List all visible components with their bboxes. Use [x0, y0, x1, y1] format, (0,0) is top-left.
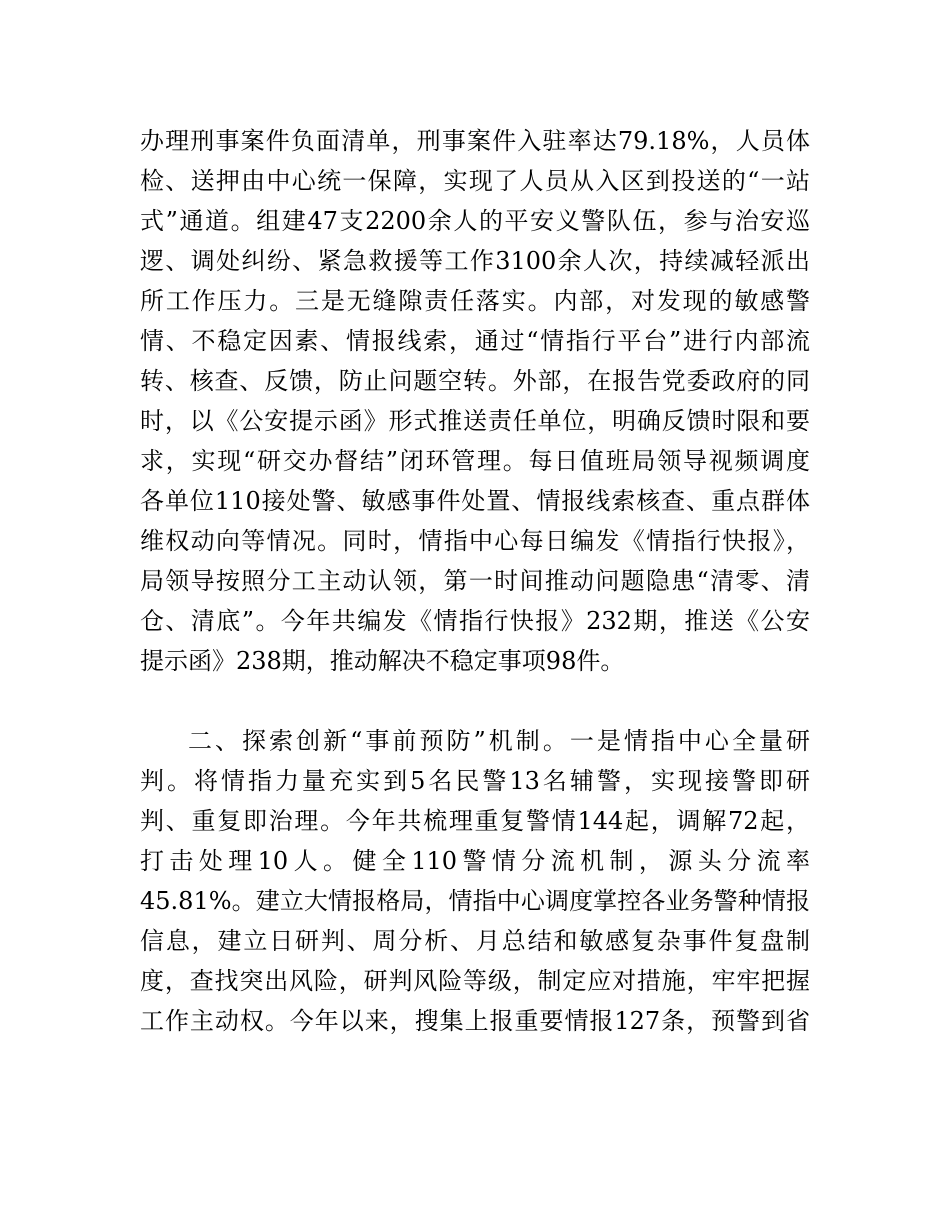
text-line: 式”通道。组建47支2200余人的平安义警队伍，参与治安巡: [140, 207, 810, 235]
text-line: 信息，建立日研判、周分析、月总结和敏感复杂事件复盘制: [140, 927, 810, 955]
text-line: 二、探索创新“事前预防”机制。一是情指中心全量研: [188, 727, 810, 755]
text-line: 时，以《公安提示函》形式推送责任单位，明确反馈时限和要: [140, 407, 810, 435]
text-line: 各单位110接处警、敏感事件处置、情报线索核查、重点群体: [140, 487, 810, 515]
text-line: 仓、清底”。今年共编发《情指行快报》232期，推送《公安: [140, 607, 810, 635]
text-line: 办理刑事案件负面清单，刑事案件入驻率达79.18%，人员体: [140, 127, 810, 155]
paragraph-2: [140, 721, 810, 1041]
text-line: 转、核查、反馈，防止问题空转。外部，在报告党委政府的同: [140, 367, 810, 395]
text-line: 判。将情指力量充实到5名民警13名辅警，实现接警即研: [140, 767, 810, 795]
text-line: 逻、调处纠纷、紧急救援等工作3100余人次，持续减轻派出: [140, 247, 810, 275]
text-line: 求，实现“研交办督结”闭环管理。每日值班局领导视频调度: [140, 447, 810, 475]
text-line: 工作主动权。今年以来，搜集上报重要情报127条，预警到省: [140, 1007, 810, 1035]
text-line: 判、重复即治理。今年共梳理重复警情144起，调解72起，: [140, 807, 810, 835]
paragraph-1: [140, 121, 810, 681]
text-line: 所工作压力。三是无缝隙责任落实。内部，对发现的敏感警: [140, 287, 810, 315]
text-line: 维权动向等情况。同时，情指中心每日编发《情指行快报》，: [140, 527, 810, 555]
text-line: 局领导按照分工主动认领，第一时间推动问题隐患“清零、清: [140, 567, 810, 595]
text-line: 度，查找突出风险，研判风险等级，制定应对措施，牢牢把握: [140, 967, 810, 995]
text-line: 打击处理10人。健全110警情分流机制，源头分流率: [140, 847, 810, 875]
text-line: 情、不稳定因素、情报线索，通过“情指行平台”进行内部流: [140, 327, 810, 355]
text-line: 提示函》238期，推动解决不稳定事项98件。: [140, 647, 625, 675]
text-line: 45.81%。建立大情报格局，情指中心调度掌控各业务警种情报: [140, 887, 810, 915]
text-line: 检、送押由中心统一保障，实现了人员从入区到投送的“一站: [140, 167, 810, 195]
